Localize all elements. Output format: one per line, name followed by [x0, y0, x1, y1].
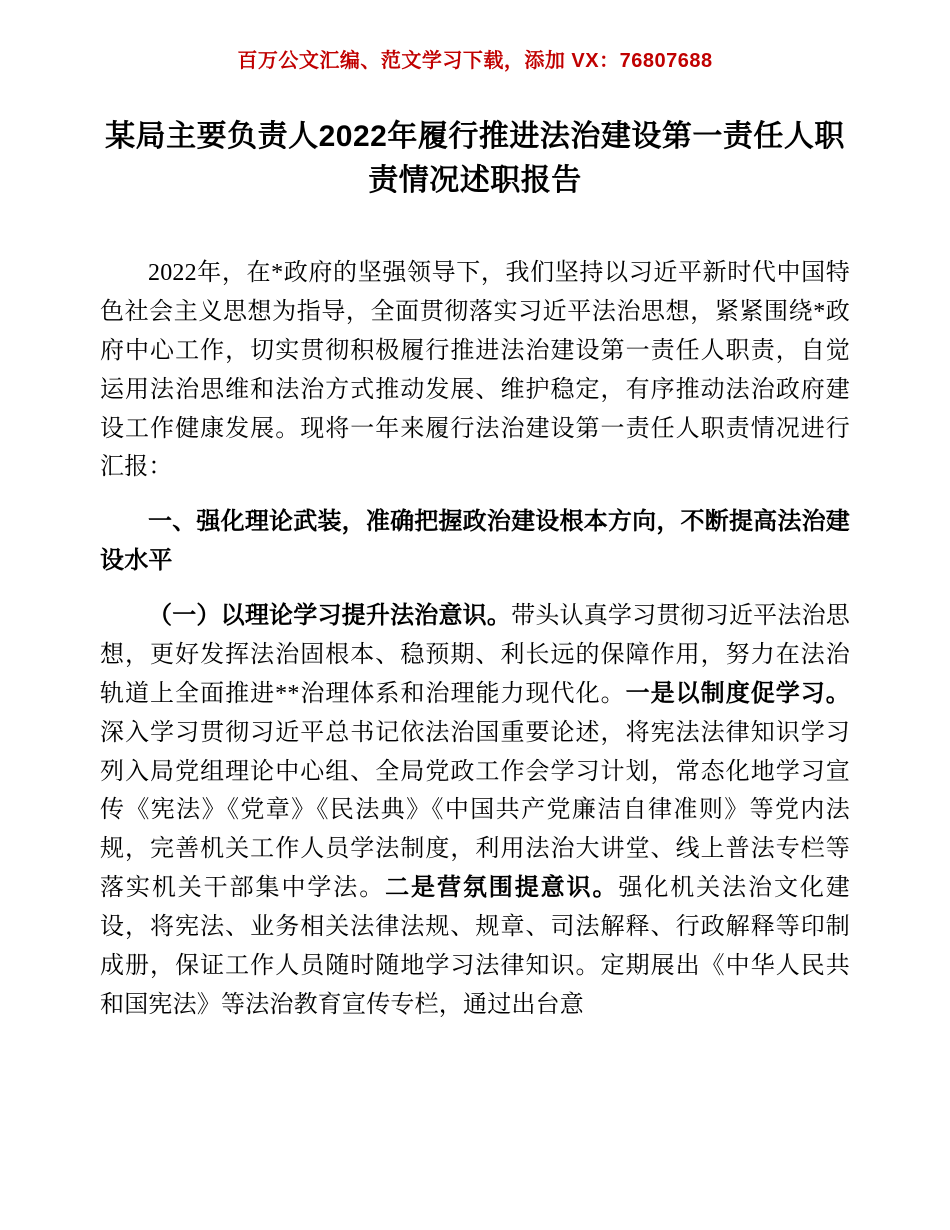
- paragraph-opening: 2022年，在*政府的坚强领导下，我们坚持以习近平新时代中国特色社会主义思想为指导，全面贯彻落实习近平法治思想，紧紧围绕*政府中心工作，切实贯彻积极履行推进法治建设第一责任人职责，自觉运用法治思维和法治方式推动发展、维护稳定，有序推动法治政府建设工作健康发展。现将一年来履行法治建设第一责任人职责情况进行汇报：: [100, 260, 850, 481]
- run-plain-1: 带头认真学习贯彻习近平法治思想，更好发挥法治固根本、稳预期、利长远的保障作用，努力在法治轨道上全面推进**治理体系和治理能力现代化。: [100, 603, 850, 707]
- document-body: [100, 254, 850, 1025]
- paragraph-subsection-one: [100, 597, 850, 1025]
- run-bold-1: （一）以理论学习提升法治意识。: [148, 603, 512, 629]
- page-title: 某局主要负责人2022年履行推进法治建设第一责任人职责情况述职报告: [105, 120, 845, 197]
- run-plain-2: 深入学习贯彻习近平总书记依法治国重要论述，将宪法法律知识学习列入局党组理论中心组、全局党政工作会学习计划，常态化地学习宣传《宪法》《党章》《民法典》《中国共产党廉洁自律准则》等党内法规，完善机关工作人员学法制度，利用法治大讲堂、线上普法专栏等落实机关干部集中学法。: [100, 719, 850, 902]
- section-heading-one: 一、强化理论武装，准确把握政治建设根本方向，不断提高法治建设水平: [100, 509, 850, 575]
- run-plain-3: 强化机关法治文化建设，将宪法、业务相关法律法规、规章、司法解释、行政解释等印制成册，保证工作人员随时随地学习法律知识。定期展出《中华人民共和国宪法》等法治教育宣传专栏，通过出台意: [100, 875, 850, 1018]
- watermark-banner: 百万公文汇编、范文学习下载，添加 VX：76807688: [237, 50, 713, 72]
- paragraph-gap: [100, 583, 850, 597]
- run-bold-3: 二是营氛围提意识。: [385, 875, 619, 902]
- paragraph-gap: [100, 489, 850, 503]
- run-bold-2: 一是以制度促学习。: [625, 680, 850, 707]
